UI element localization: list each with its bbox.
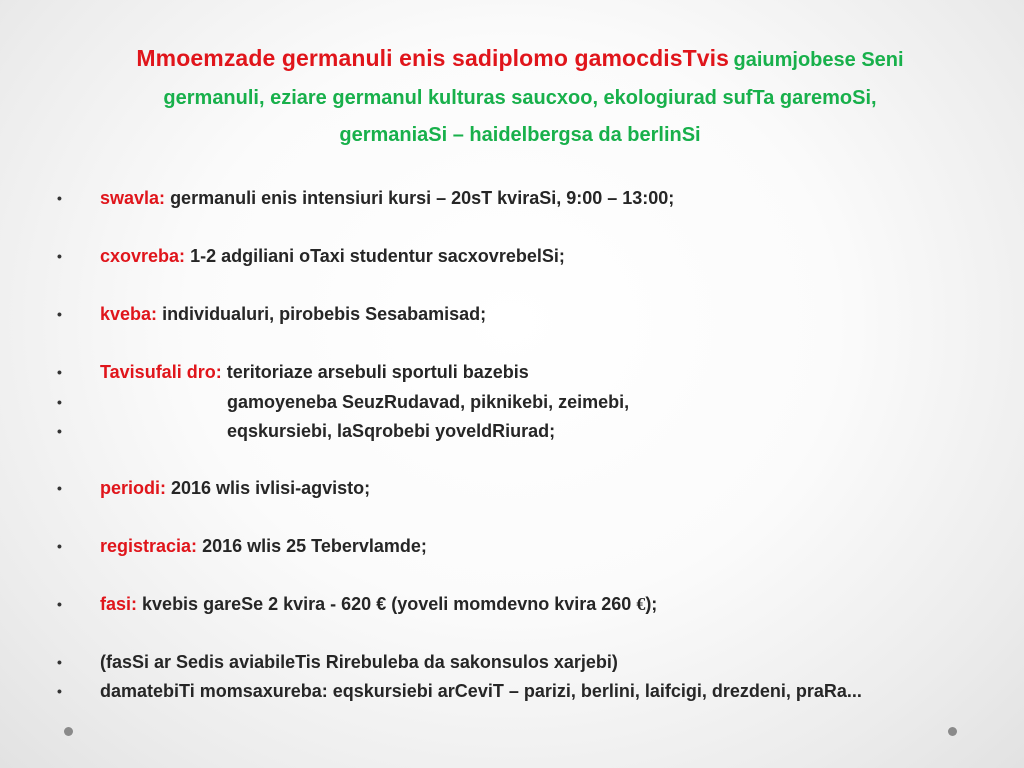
title-line-2: germanuli, eziare germanul kulturas saucxoo, ekologiurad sufTa garemoSi, [163,87,877,109]
bullet-text: 2016 wlis ivlisi-agvisto; [171,478,371,498]
bullet-icon: • [57,423,62,439]
bullet-icon: • [57,190,62,206]
bullet-label: periodi: [100,478,166,498]
bullet-label: fasi: [100,594,138,614]
bullet-text: 1-2 adgiliani oTaxi studentur sacxovrebelSi; [190,246,565,266]
bullet-text: gamoyeneba SeuzRudavad, piknikebi, zeimebi, [227,392,630,412]
title-red-part: Mmoemzade germanuli enis sadiplomo gamocdisTvis [136,45,730,71]
bullet-icon: • [57,538,62,554]
bullet-icon: • [57,364,62,380]
bullet-text: individualuri, pirobebis Sesabamisad; [162,304,487,324]
bullet-icon: • [57,306,62,322]
title-green-part: gaiumjobese Seni [733,49,904,71]
bullet-text: (fasSi ar Sedis aviabileTis Rirebuleba da sakonsulos xarjebi) [100,652,618,672]
bullet-icon: • [57,654,62,670]
bullet-text: germanuli enis intensiuri kursi – 20sT kviraSi, 9:00 – 13:00; [170,188,675,208]
bullet-icon: • [57,248,62,264]
bullet-icon: • [57,596,62,612]
bullet-icon: • [57,394,62,410]
bullet-label: registracia: [100,536,198,556]
bullet-label: Tavisufali dro: [100,362,222,382]
title-line-3: germaniaSi – haidelbergsa da berlinSi [339,124,701,146]
bullet-text: eqskursiebi, laSqrobebi yoveldRiurad; [227,421,556,441]
corner-dot-right [948,727,957,736]
bullet-label: kveba: [100,304,158,324]
bullet-text: damatebiTi momsaxureba: eqskursiebi arCeviT – parizi, berlini, laifcigi, drezdeni, praRa... [100,681,862,701]
bullet-text: teritoriaze arsebuli sportuli bazebis [226,362,529,382]
bullet-text: kvebis gareSe 2 kvira - 620 € (yoveli momdevno kvira 260 [142,594,637,614]
bullet-label: swavla: [100,188,166,208]
euro-sign: € [636,594,646,614]
bullet-label: cxovreba: [100,246,186,266]
bullet-icon: • [57,480,62,496]
bullet-icon: • [57,683,62,699]
bullet-text: 2016 wlis 25 Tebervlamde; [202,536,427,556]
corner-dot-left [64,727,73,736]
bullet-text-tail: ); [645,594,658,614]
